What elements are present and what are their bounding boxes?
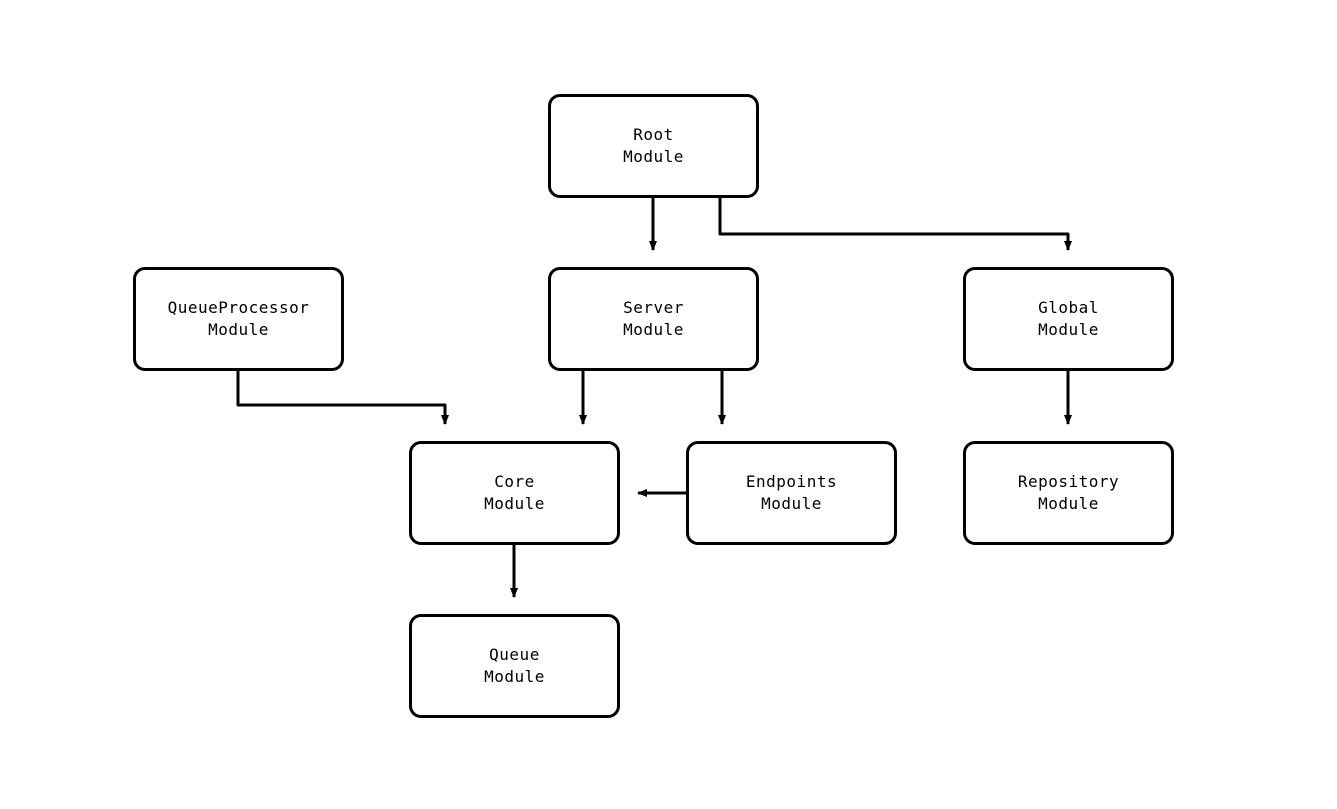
node-core-module-line2: Module [484, 494, 545, 513]
node-root-module-line1: Root [633, 125, 674, 144]
node-queue-module[interactable] [409, 614, 620, 718]
node-queue-module-line1: Queue [489, 645, 540, 664]
node-server-module[interactable] [548, 267, 759, 371]
node-root-module-line2: Module [623, 147, 684, 166]
node-repository-module-line1: Repository [1017, 472, 1120, 491]
node-queue-module-line2: Module [484, 667, 545, 686]
node-repository-module[interactable] [963, 441, 1174, 545]
node-core-module-line1: Core [494, 472, 535, 491]
node-queueprocessor-module-line2: Module [208, 320, 269, 339]
edge-root-to-global [720, 198, 1068, 250]
node-endpoints-module-line2: Module [761, 494, 822, 513]
node-global-module-line2: Module [1038, 320, 1099, 339]
node-server-module-line1: Server [623, 298, 684, 317]
edge-queueprocessor-to-core [238, 371, 445, 424]
node-queueprocessor-module[interactable] [133, 267, 344, 371]
node-queueprocessor-module-line1: QueueProcessor [167, 298, 310, 317]
node-global-module[interactable] [963, 267, 1174, 371]
node-core-module[interactable] [409, 441, 620, 545]
node-root-module[interactable] [548, 94, 759, 198]
node-endpoints-module-line1: Endpoints [745, 472, 838, 491]
node-endpoints-module[interactable] [686, 441, 897, 545]
node-repository-module-line2: Module [1038, 494, 1099, 513]
node-global-module-line1: Global [1038, 298, 1099, 317]
node-server-module-line2: Module [623, 320, 684, 339]
